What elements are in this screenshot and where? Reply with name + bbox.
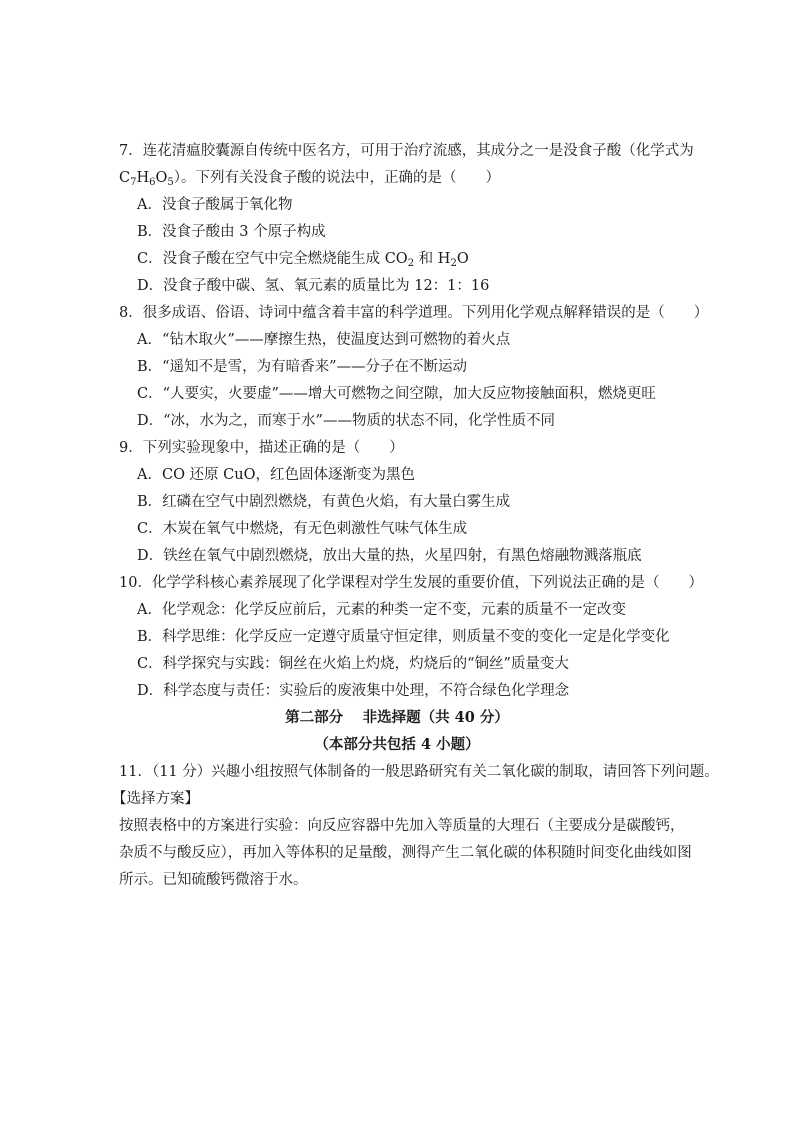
- q11-paragraph-line1: 按照表格中的方案进行实验：向反应容器中先加入等质量的大理石（主要成分是碳酸钙，: [119, 818, 685, 834]
- q11-paragraph-line2: 杂质不与酸反应），再加入等体积的足量酸，测得产生二氧化碳的体积随时间变化曲线如图: [119, 845, 692, 861]
- q7-option-b: B．没食子酸由 3 个原子构成: [137, 224, 326, 240]
- q10-option-d: D．科学态度与责任：实验后的废液集中处理，不符合绿色化学理念: [137, 683, 570, 699]
- q8-option-b: B．“遥知不是雪，为有暗香来”——分子在不断运动: [137, 359, 467, 375]
- q7-option-c: C．没食子酸在空气中完全燃烧能生成 $CO_2$ 和 $H_2O$: [137, 251, 469, 269]
- q8-option-c: C．“人要实，火要虚”——增大可燃物之间空隙，加大反应物接触面积，燃烧更旺: [137, 386, 656, 402]
- q8-option-a: A．“钻木取火”——摩擦生热，使温度达到可燃物的着火点: [137, 332, 511, 348]
- q10-option-b: B．科学思维：化学反应一定遵守质量守恒定律，则质量不变的变化一定是化学变化: [137, 629, 670, 645]
- q8-option-d: D．“冰，水为之，而寒于水”——物质的状态不同，化学性质不同: [137, 413, 555, 429]
- q9-option-b: B．红磷在空气中剧烈燃烧，有黄色火焰，有大量白雾生成: [137, 494, 511, 510]
- q7-option-a: A．没食子酸属于氧化物: [137, 197, 293, 213]
- q9-option-d: D．铁丝在氧气中剧烈燃烧，放出大量的热，火星四射，有黑色熔融物溅落瓶底: [137, 548, 642, 564]
- q11-paragraph-line3: 所示。已知硫酸钙微溶于水。: [119, 872, 308, 888]
- q7-option-d: D．没食子酸中碳、氢、氧元素的质量比为 12：1：16: [137, 278, 490, 294]
- part2-title: 第二部分 非选择题（共 40 分）: [285, 709, 509, 726]
- q9-option-a: A．CO 还原 CuO，红色固体逐渐变为黑色: [137, 467, 415, 483]
- q9-option-c: C．木炭在氧气中燃烧，有无色刺激性气味气体生成: [137, 521, 468, 537]
- q8-stem: 8．很多成语、俗语、诗词中蕴含着丰富的科学道理。下列用化学观点解释错误的是（ ）: [119, 305, 709, 321]
- q10-option-c: C．科学探究与实践：铜丝在火焰上灼烧，灼烧后的“铜丝”质量变大: [137, 656, 569, 672]
- q10-option-a: A．化学观念：化学反应前后，元素的种类一定不变，元素的质量不一定改变: [137, 602, 626, 618]
- part2-subtitle: （本部分共包括 4 小题）: [314, 736, 480, 753]
- q7-stem-line1: 7．连花清瘟胶囊源自传统中医名方，可用于治疗流感，其成分之一是没食子酸（化学式为: [119, 143, 694, 159]
- q11-stem: 11．（11 分）兴趣小组按照气体制备的一般思路研究有关二氧化碳的制取，请回答下列问题。: [119, 764, 719, 780]
- formula-c: C: [119, 170, 131, 186]
- q9-stem: 9．下列实验现象中，描述正确的是（ ）: [119, 440, 404, 456]
- q7-stem-line2: $C_7H_6O_5$）。下列有关没食子酸的说法中，正确的是（ ）: [119, 170, 501, 188]
- q10-stem: 10．化学学科核心素养展现了化学课程对学生发展的重要价值，下列说法正确的是（ ）: [119, 575, 703, 591]
- q11-section-heading: 【选择方案】: [112, 791, 199, 807]
